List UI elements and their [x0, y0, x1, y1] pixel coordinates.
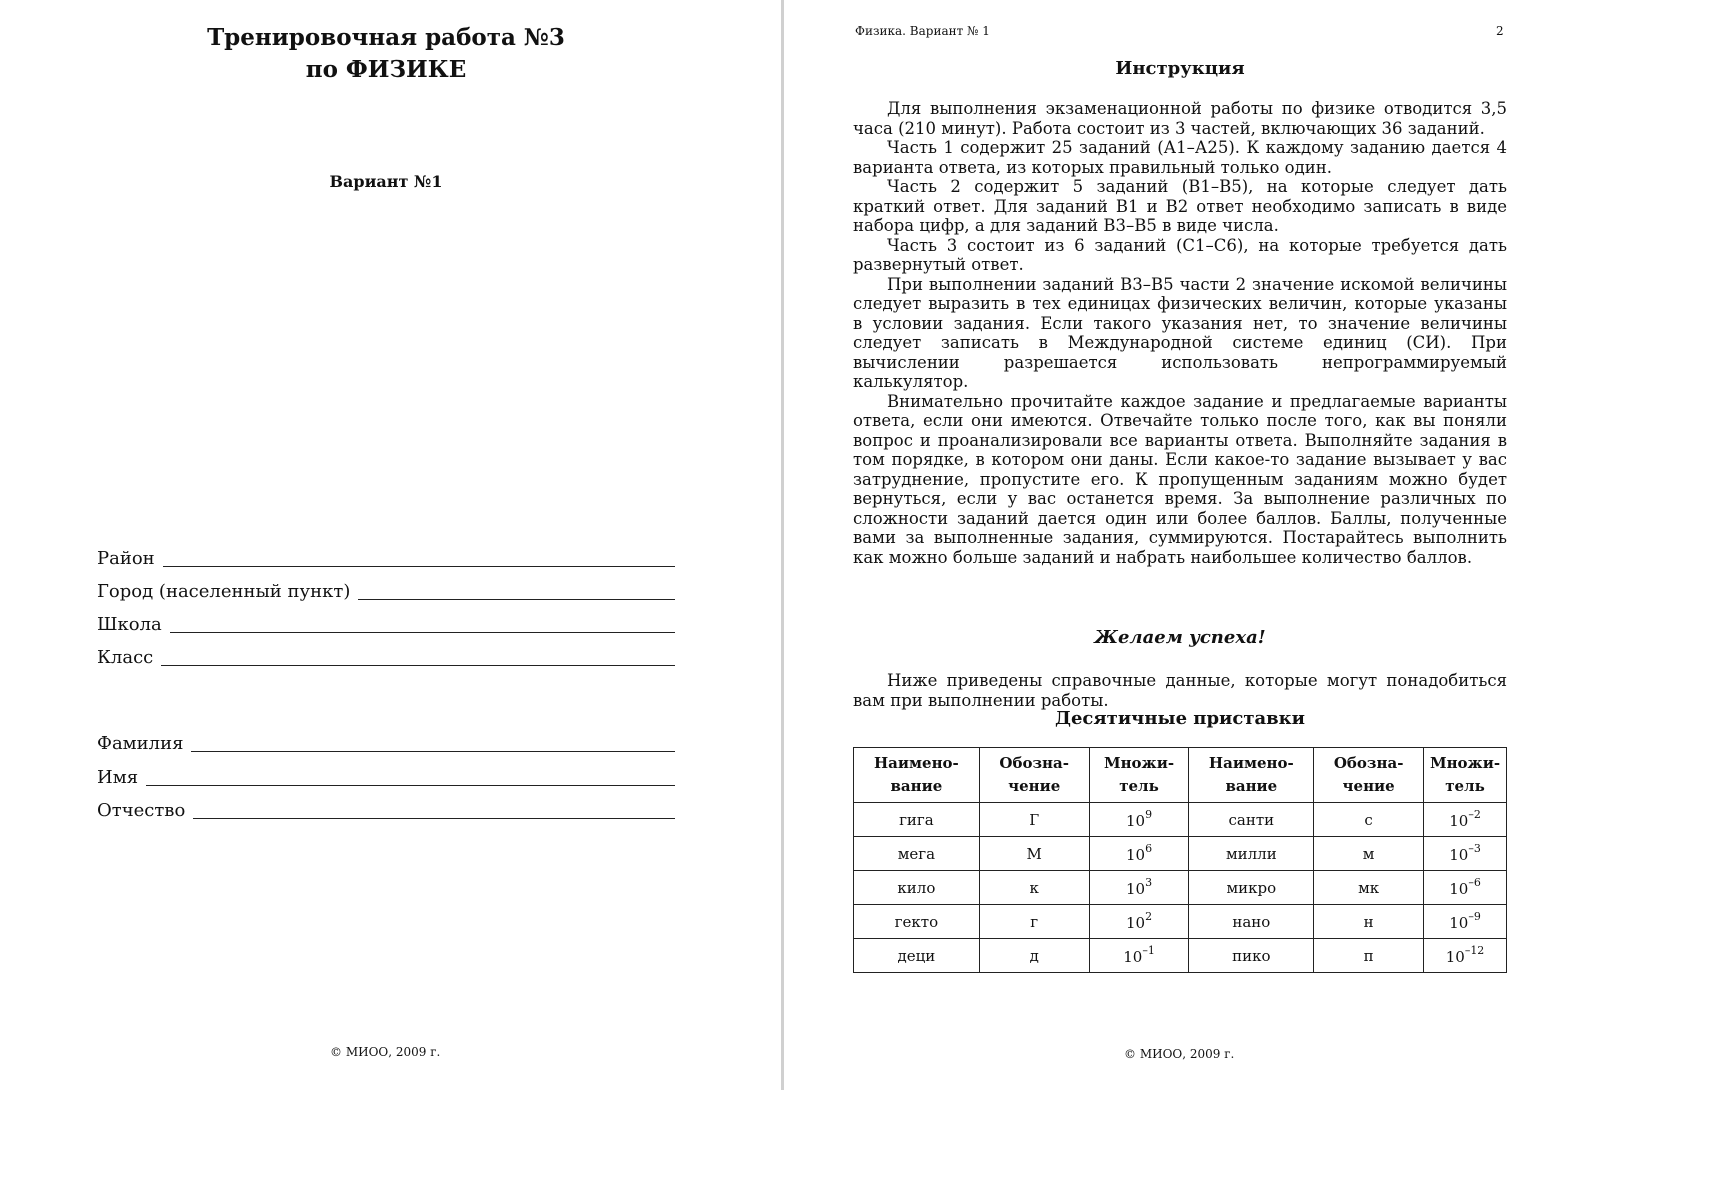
- blank-line: [358, 599, 675, 600]
- field-label: Город (населенный пункт): [97, 581, 351, 602]
- blank-line: [163, 566, 675, 567]
- running-header: Физика. Вариант № 1: [855, 24, 990, 38]
- title-line-2: по ФИЗИКЕ: [305, 56, 467, 83]
- prefix-symbol: д: [979, 939, 1089, 973]
- prefix-name: мега: [854, 837, 980, 871]
- prefix-multiplier: $10^{-3}$: [1424, 837, 1507, 871]
- good-luck-text: Желаем успеха!: [1094, 627, 1266, 648]
- prefix-symbol: м: [1314, 837, 1424, 871]
- right-copyright: © МИОО, 2009 г.: [1124, 1047, 1235, 1061]
- field-school: [97, 609, 675, 635]
- field-city: [97, 576, 675, 602]
- blank-line: [146, 785, 675, 786]
- prefix-name: пико: [1189, 939, 1314, 973]
- prefix-name: милли: [1189, 837, 1314, 871]
- right-page: [784, 0, 1568, 1090]
- column-header: Наимено- вание: [1189, 748, 1314, 803]
- table-row: [854, 871, 1507, 905]
- prefix-name: микро: [1189, 871, 1314, 905]
- title: [0, 22, 772, 86]
- blank-line: [191, 751, 675, 752]
- variant-label: Вариант №1: [329, 172, 443, 191]
- prefix-symbol: п: [1314, 939, 1424, 973]
- column-header: Обозна- чение: [1314, 748, 1424, 803]
- left-page: [0, 0, 781, 1090]
- field-label: Школа: [97, 614, 162, 635]
- prefix-symbol: Г: [979, 803, 1089, 837]
- page-number: 2: [1496, 24, 1504, 38]
- table-row: [854, 939, 1507, 973]
- field-patronymic: [97, 795, 675, 821]
- prefix-multiplier: $10^{-2}$: [1424, 803, 1507, 837]
- prefix-symbol: к: [979, 871, 1089, 905]
- column-header: Множи- тель: [1089, 748, 1189, 803]
- prefix-multiplier: $10^2$: [1089, 905, 1189, 939]
- blank-line: [170, 632, 675, 633]
- prefix-multiplier: $10^{-6}$: [1424, 871, 1507, 905]
- prefix-name: гига: [854, 803, 980, 837]
- reference-intro: Ниже приведены справочные данные, которые могут понадобиться вам при выполнении работы.: [853, 671, 1507, 710]
- table-header-row: [854, 748, 1507, 803]
- prefix-symbol: М: [979, 837, 1089, 871]
- table-row: [854, 837, 1507, 871]
- title-line-1: Тренировочная работа №3: [207, 24, 565, 51]
- prefix-multiplier: $10^3$: [1089, 871, 1189, 905]
- table-title: Десятичные приставки: [1054, 708, 1306, 729]
- field-label: Класс: [97, 647, 154, 668]
- paragraph: Часть 1 содержит 25 заданий (А1–А25). К каждому заданию дается 4 варианта ответа, из которых правильный только один.: [853, 138, 1507, 177]
- prefix-multiplier: $10^{-1}$: [1089, 939, 1189, 973]
- field-label: Имя: [97, 767, 139, 788]
- prefix-symbol: мк: [1314, 871, 1424, 905]
- prefix-name: деци: [854, 939, 980, 973]
- left-copyright: © МИОО, 2009 г.: [330, 1045, 441, 1059]
- field-district: [97, 543, 675, 569]
- instruction-title: Инструкция: [1115, 58, 1245, 79]
- paragraph: Внимательно прочитайте каждое задание и предлагаемые варианты ответа, если они имеются. Отвечайте только после того, как вы поняли вопрос и проанализировали все варианты ответа. Выполняйте задания в том порядке, в котором они даны. Если какое-то задание вызывает у вас затруднение, пропустите его. К пропущенным заданиям можно будет вернуться, если у вас останется время. За выполнение различных по сложности заданий дается один или более баллов. Баллы, полученные вами за выполненные задания, суммируются. Постарайтесь выполнить как можно больше заданий и набрать наибольшее количество баллов.: [853, 391, 1507, 567]
- paragraph: Часть 2 содержит 5 заданий (В1–В5), на которые следует дать краткий ответ. Для заданий В1 и В2 ответ необходимо записать в виде набора цифр, а для заданий В3–В5 в виде числа.: [853, 177, 1507, 235]
- blank-line: [161, 665, 675, 666]
- prefix-multiplier: $10^{-12}$: [1424, 939, 1507, 973]
- field-label: Фамилия: [97, 733, 184, 754]
- table-row: [854, 905, 1507, 939]
- field-surname: [97, 728, 675, 754]
- prefix-table: [853, 747, 1507, 973]
- table-row: [854, 803, 1507, 837]
- prefix-multiplier: $10^9$: [1089, 803, 1189, 837]
- paragraph: Часть 3 состоит из 6 заданий (С1–С6), на которые требуется дать развернутый ответ.: [853, 235, 1507, 274]
- prefix-multiplier: $10^{-9}$: [1424, 905, 1507, 939]
- field-class: [97, 642, 675, 668]
- prefix-symbol: н: [1314, 905, 1424, 939]
- prefix-multiplier: $10^6$: [1089, 837, 1189, 871]
- prefix-symbol: с: [1314, 803, 1424, 837]
- column-header: Множи- тель: [1424, 748, 1507, 803]
- instruction-text: [853, 99, 1507, 567]
- prefix-symbol: г: [979, 905, 1089, 939]
- column-header: Наимено- вание: [854, 748, 980, 803]
- field-label: Отчество: [97, 800, 186, 821]
- paragraph: При выполнении заданий В3–В5 части 2 значение искомой величины следует выразить в тех единицах физических величин, которые указаны в условии задания. Если такого указания нет, то значение величины следует записать в Международной системе единиц (СИ). При вычислении разрешается использовать непрограммируемый калькулятор.: [853, 274, 1507, 391]
- field-label: Район: [97, 548, 155, 569]
- column-header: Обозна- чение: [979, 748, 1089, 803]
- prefix-name: гекто: [854, 905, 980, 939]
- paragraph: Для выполнения экзаменационной работы по физике отводится 3,5 часа (210 минут). Работа состоит из 3 частей, включающих 36 заданий.: [853, 99, 1507, 138]
- prefix-name: санти: [1189, 803, 1314, 837]
- prefix-name: кило: [854, 871, 980, 905]
- prefix-name: нано: [1189, 905, 1314, 939]
- blank-line: [193, 818, 675, 819]
- field-name: [97, 762, 675, 788]
